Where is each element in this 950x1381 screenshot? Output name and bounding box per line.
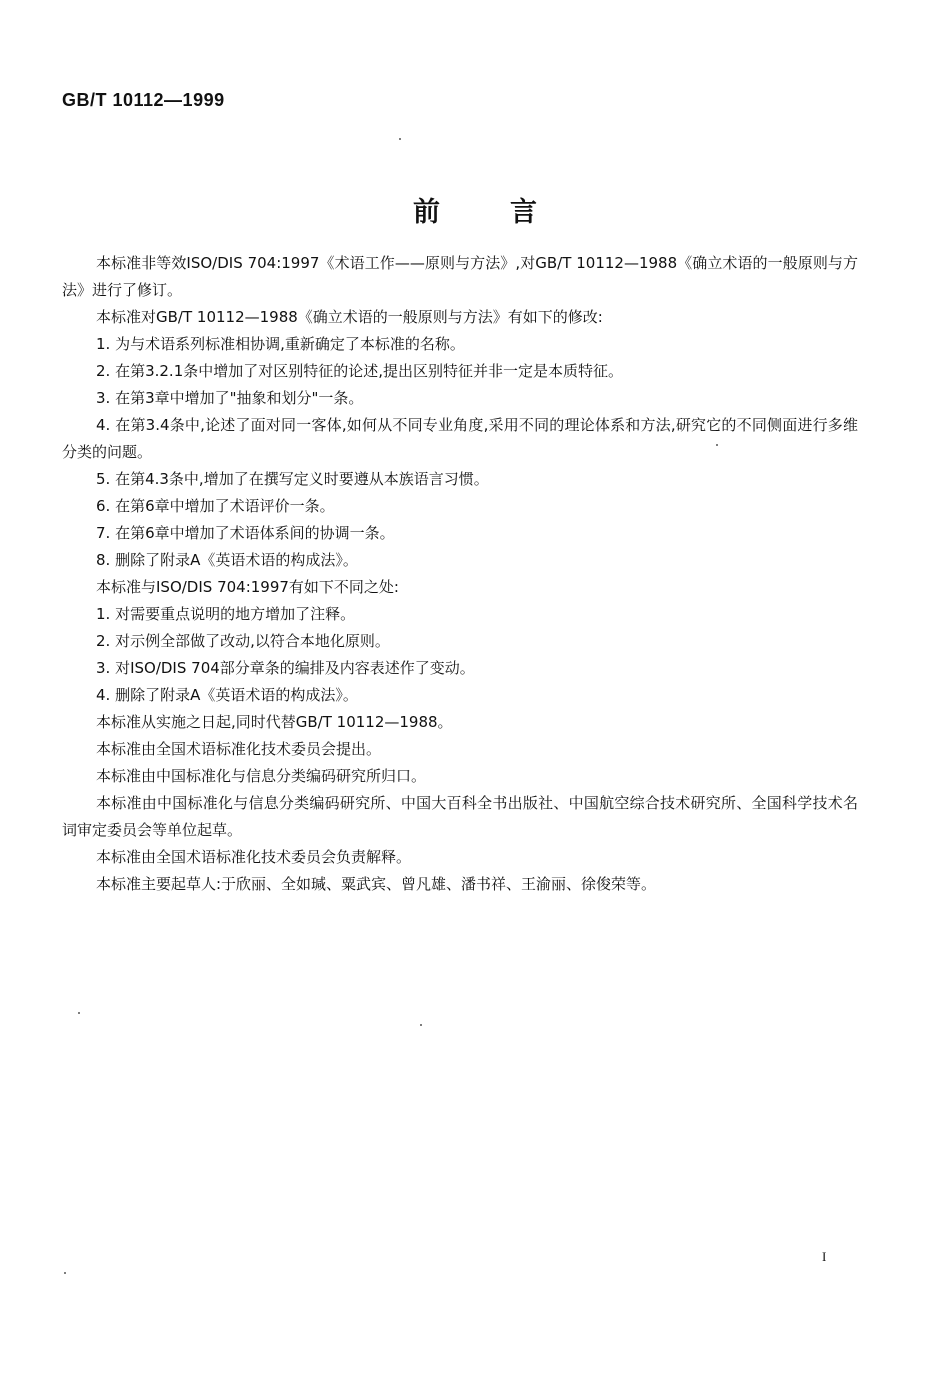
scan-speck: [78, 1012, 80, 1014]
paragraph: 本标准与ISO/DIS 704:1997有如下不同之处:: [96, 578, 399, 596]
paragraph: 本标准由中国标准化与信息分类编码研究所、中国大百科全书出版社、中国航空综合技术研究所、全国科学技术名词审定委员会等单位起草。: [62, 794, 858, 839]
list-item: 3. 对ISO/DIS 704部分章条的编排及内容表述作了变动。: [96, 659, 475, 677]
paragraph: 本标准由全国术语标准化技术委员会提出。: [96, 740, 382, 758]
list-item: 8. 删除了附录A《英语术语的构成法》。: [96, 551, 358, 569]
list-item: 6. 在第6章中增加了术语评价一条。: [96, 497, 335, 515]
paragraph: 本标准由中国标准化与信息分类编码研究所归口。: [96, 767, 427, 785]
list-item: 1. 对需要重点说明的地方增加了注释。: [96, 605, 356, 623]
preface-body: [62, 250, 858, 898]
paragraph: 本标准由全国术语标准化技术委员会负责解释。: [96, 848, 412, 866]
list-item: 4. 在第3.4条中,论述了面对同一客体,如何从不同专业角度,采用不同的理论体系和方法,研究它的不同侧面进行多维分类的问题。: [62, 416, 858, 461]
scan-speck: [716, 444, 718, 446]
list-item: 2. 对示例全部做了改动,以符合本地化原则。: [96, 632, 390, 650]
list-item: 5. 在第4.3条中,增加了在撰写定义时要遵从本族语言习惯。: [96, 470, 489, 488]
scan-speck: [420, 1024, 422, 1026]
list-item: 3. 在第3章中增加了"抽象和划分"一条。: [96, 389, 364, 407]
page-number: I: [822, 1249, 827, 1264]
scan-speck: [399, 138, 401, 140]
paragraph: 本标准主要起草人:于欣丽、全如瑊、粟武宾、曾凡雄、潘书祥、王渝丽、徐俊荣等。: [96, 875, 657, 893]
standard-code: GB/T 10112—1999: [62, 90, 225, 110]
list-item: 2. 在第3.2.1条中增加了对区别特征的论述,提出区别特征并非一定是本质特征。: [96, 362, 624, 380]
list-item: 1. 为与术语系列标准相协调,重新确定了本标准的名称。: [96, 335, 465, 353]
list-item: 7. 在第6章中增加了术语体系间的协调一条。: [96, 524, 395, 542]
scan-speck: [64, 1272, 66, 1274]
list-item: 4. 删除了附录A《英语术语的构成法》。: [96, 686, 358, 704]
paragraph: 本标准非等效ISO/DIS 704:1997《术语工作——原则与方法》,对GB/T 10112—1988《确立术语的一般原则与方法》进行了修订。: [62, 254, 858, 299]
paragraph: 本标准对GB/T 10112—1988《确立术语的一般原则与方法》有如下的修改:: [96, 308, 603, 326]
page-title: 前言: [413, 197, 607, 228]
paragraph: 本标准从实施之日起,同时代替GB/T 10112—1988。: [96, 713, 453, 731]
